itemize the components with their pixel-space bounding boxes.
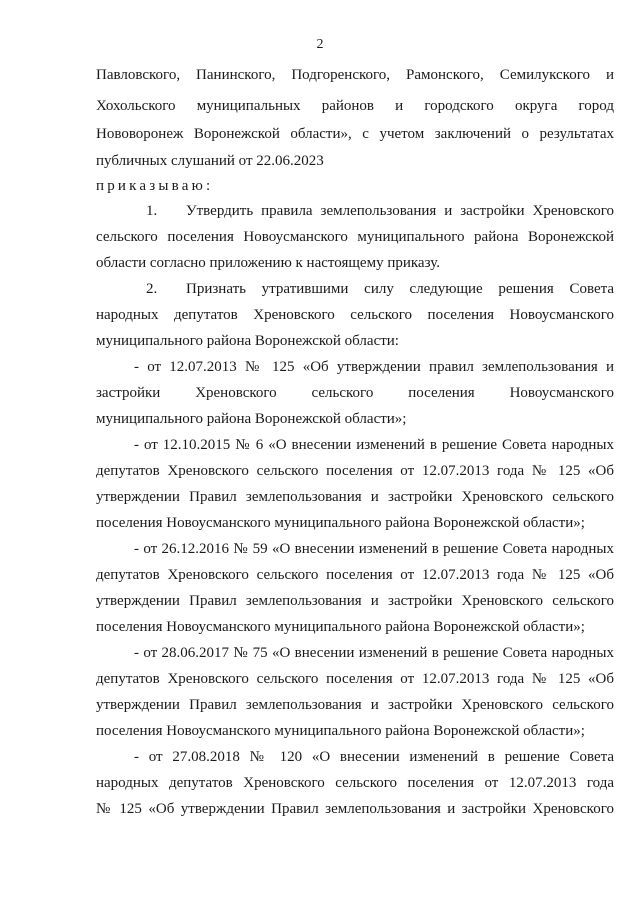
- page-number: 2: [316, 37, 324, 52]
- text-line: утверждении Правил землепользования и застройки Хреновского сельского: [96, 593, 614, 609]
- list-item-first-line: - от 28.06.2017 № 75 «О внесении изменений в решение Совета народных: [134, 645, 614, 661]
- item-2-first-line: [96, 280, 614, 298]
- text-line: поселения Новоусманского муниципального района Воронежской области»;: [96, 515, 585, 531]
- text-line: застройки Хреновского сельского поселения Новоусманского: [96, 385, 614, 401]
- text-line: муниципального района Воронежской области:: [96, 333, 399, 349]
- text-line: области согласно приложению к настоящему приказу.: [96, 255, 440, 271]
- text-line: депутатов Хреновского сельского поселения от 12.07.2013 года № 125 «Об: [96, 463, 614, 479]
- text-line: депутатов Хреновского сельского поселения от 12.07.2013 года № 125 «Об: [96, 567, 614, 583]
- text-line: Признать утратившими силу следующие решения Совета: [186, 281, 614, 297]
- list-item-first-line: - от 12.07.2013 № 125 «Об утверждении правил землепользования и: [134, 359, 614, 375]
- text-line: народных депутатов Хреновского сельского поселения от 12.07.2013 года: [96, 775, 614, 791]
- item-number: 2.: [146, 281, 158, 297]
- text-line: Нововоронеж Воронежской области», с учетом заключений о результатах: [96, 126, 614, 142]
- item-1-first-line: [96, 202, 614, 220]
- text-line: поселения Новоусманского муниципального района Воронежской области»;: [96, 619, 585, 635]
- text-line: № 125 «Об утверждении Правил землепользования и застройки Хреновского: [96, 801, 614, 817]
- item-number: 1.: [146, 203, 158, 219]
- text-line: Павловского, Панинского, Подгоренского, Рамонского, Семилукского и: [96, 67, 614, 83]
- text-line: Утвердить правила землепользования и застройки Хреновского: [186, 203, 614, 219]
- text-line: сельского поселения Новоусманского муниципального района Воронежской: [96, 229, 614, 245]
- list-item-first-line: - от 12.10.2015 № 6 «О внесении изменений в решение Совета народных: [134, 437, 614, 453]
- list-item-first-line: - от 26.12.2016 № 59 «О внесении изменений в решение Совета народных: [134, 541, 614, 557]
- text-line: муниципального района Воронежской области»;: [96, 411, 407, 427]
- text-line: депутатов Хреновского сельского поселения от 12.07.2013 года № 125 «Об: [96, 671, 614, 687]
- text-line: народных депутатов Хреновского сельского поселения Новоусманского: [96, 307, 614, 323]
- text-line: утверждении Правил землепользования и застройки Хреновского сельского: [96, 697, 614, 713]
- text-line: поселения Новоусманского муниципального района Воронежской области»;: [96, 723, 585, 739]
- order-word: приказываю:: [96, 178, 214, 194]
- list-item-first-line: - от 27.08.2018 № 120 «О внесении изменений в решение Совета: [134, 749, 614, 765]
- text-line: утверждении Правил землепользования и застройки Хреновского сельского: [96, 489, 614, 505]
- text-line: Хохольского муниципальных районов и городского округа город: [96, 98, 614, 114]
- text-line: публичных слушаний от 22.06.2023: [96, 153, 324, 169]
